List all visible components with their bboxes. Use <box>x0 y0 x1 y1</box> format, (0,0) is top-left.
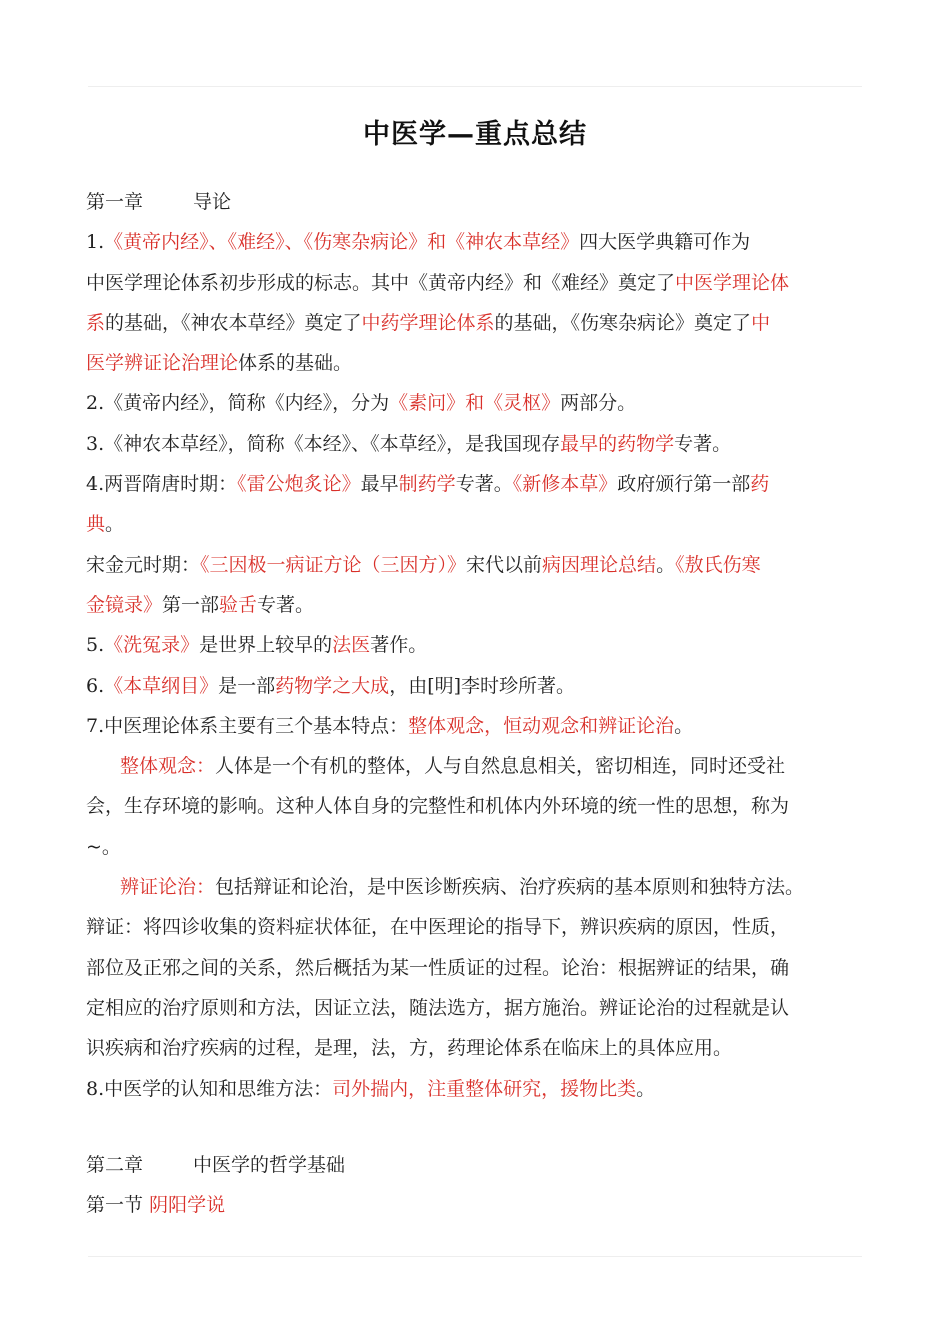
highlight: 中药学理论体系 <box>361 311 495 334</box>
bottom-divider <box>88 1256 862 1257</box>
paragraph-1-line-3: 系的基础，《神农本草经》奠定了中药学理论体系的基础，《伤寒杂病论》奠定了中 <box>86 311 771 334</box>
paragraph-10-line-1: 辨证论治：包括辩证和论治，是中医诊断疾病、治疗疾病的基本原则和独特方法。 <box>120 876 805 899</box>
top-divider <box>88 86 862 87</box>
chapter-name: 中医学的哲学基础 <box>193 1153 346 1176</box>
highlight: 医学辨证论治理论 <box>86 352 239 375</box>
highlight: 中 <box>751 311 771 334</box>
highlight: 系 <box>86 311 106 334</box>
highlight: 药 <box>750 473 770 496</box>
paragraph-3: 3.《神农本草经》，简称《本经》、《本草经》，是我国现存最早的药物学专著。 <box>86 432 732 455</box>
paragraph-1-line-1: 1.《黄帝内经》、《难经》、《伤寒杂病论》和《神农本草经》四大医学典籍可作为 <box>86 231 751 254</box>
highlight: 司外揣内，注重整体研究，援物比类 <box>332 1077 637 1100</box>
spacer <box>86 1109 866 1145</box>
highlight: 《敖氏伤寒 <box>675 553 761 576</box>
paragraph-11: 8.中医学的认知和思维方法：司外揣内，注重整体研究，援物比类。 <box>86 1077 656 1100</box>
paragraph-4-line-1: 4.两晋隋唐时期：《雷公炮炙论》最早制药学专著。《新修本草》政府颁行第一部药 <box>86 473 770 496</box>
highlight: 验舌 <box>219 593 258 616</box>
highlight: 金镜录》 <box>86 593 163 616</box>
highlight: 典 <box>86 513 106 536</box>
section-number: 第一节 <box>86 1194 144 1217</box>
section-name: 阴阳学说 <box>149 1194 226 1217</box>
highlight: 《新修本草》 <box>512 473 618 496</box>
paragraph-9-line-2: 会，生存环境的影响。这种人体自身的完整性和机体内外环境的统一性的思想，称为 <box>86 795 790 818</box>
chapter-1-heading <box>86 182 866 222</box>
paragraph-5-line-1: 宋金元时期：《三因极一病证方论（三因方）》宋代以前病因理论总结。《敖氏伤寒 <box>86 553 761 576</box>
highlight: 药物学之大成 <box>275 674 390 697</box>
chapter-number: 第一章 <box>86 191 144 213</box>
highlight: 《雷公炮炙论》 <box>237 473 361 496</box>
paragraph-8: 7.中医理论体系主要有三个基本特点：整体观念，恒动观念和辨证论治。 <box>86 714 694 737</box>
section-1-heading <box>86 1185 866 1225</box>
highlight: 《洗冤录》 <box>104 634 200 657</box>
term-label: 整体观念： <box>120 755 216 778</box>
paragraph-9-line-3: ~。 <box>86 835 121 858</box>
paragraph-10-line-5: 识疾病和治疗疾病的过程，是理，法，方，药理论体系在临床上的具体应用。 <box>86 1037 733 1060</box>
paragraph-10-line-3: 部位及正邪之间的关系，然后概括为某一性质证的过程。论治：根据辨证的结果，确 <box>86 956 790 979</box>
paragraph-2: 2.《黄帝内经》，简称《内经》，分为《素问》和《灵枢》两部分。 <box>86 392 637 415</box>
chapter-name: 导论 <box>193 191 232 213</box>
highlight: 最早的药物学 <box>560 432 675 455</box>
page-title: 中医学—重点总结 <box>363 119 587 150</box>
highlight: 法医 <box>332 634 371 657</box>
highlight: 《三因极一病证方论（三因方）》 <box>200 553 467 576</box>
highlight: 《黄帝内经》、《难经》、《伤寒杂病论》和《神农本草经》 <box>104 231 580 254</box>
highlight: 《本草纲目》 <box>104 674 219 697</box>
paragraph-4-line-2: 典。 <box>86 513 125 536</box>
paragraph-6: 5.《洗冤录》是世界上较早的法医著作。 <box>86 634 428 657</box>
chapter-2-heading <box>86 1145 866 1185</box>
highlight: 中医学理论体 <box>675 271 790 294</box>
paragraph-9-line-1: 整体观念：人体是一个有机的整体，人与自然息息相关，密切相连，同时还受社 <box>120 755 786 778</box>
document-body <box>86 182 866 1225</box>
highlight: 制药学 <box>398 473 456 496</box>
paragraph-1-line-4: 医学辨证论治理论体系的基础。 <box>86 352 353 375</box>
paragraph-5-line-2: 金镜录》第一部验舌专著。 <box>86 593 315 616</box>
highlight: 《素问》和《灵枢》 <box>389 392 561 415</box>
paragraph-10-line-2: 辩证：将四诊收集的资料症状体征，在中医理论的指导下，辨识疾病的原因，性质， <box>86 916 790 939</box>
paragraph-1-line-2: 中医学理论体系初步形成的标志。其中《黄帝内经》和《难经》奠定了中医学理论体 <box>86 271 790 294</box>
highlight: 病因理论总结 <box>542 553 657 576</box>
paragraph-10-line-4: 定相应的治疗原则和方法，因证立法，随法选方，据方施治。辨证论治的过程就是认 <box>86 996 790 1019</box>
paragraph-7: 6.《本草纲目》是一部药物学之大成，由[明]李时珍所著。 <box>86 674 576 697</box>
highlight: 整体观念，恒动观念和辨证论治 <box>408 714 675 737</box>
chapter-number: 第二章 <box>86 1153 144 1176</box>
term-label: 辨证论治： <box>120 876 216 899</box>
